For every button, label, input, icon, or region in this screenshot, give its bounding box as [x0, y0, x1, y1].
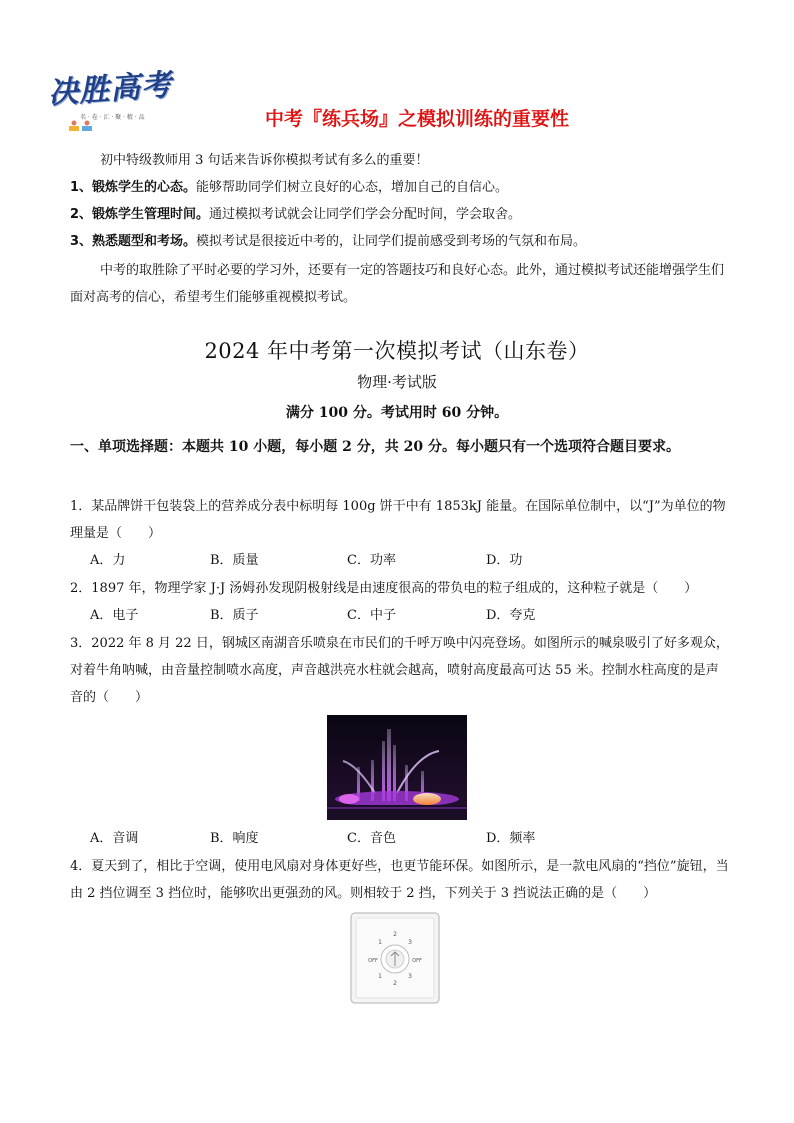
logo-text: 决胜高考 [47, 67, 174, 112]
option-d: D．频率 [486, 831, 536, 846]
question-3: 3．2022 年 8 月 22 日，钢城区南湖音乐喷泉在市民们的千呼万唤中闪亮登场。如图所示的喊泉吸引了好多观众，对着牛角呐喊，由音量控制喷水高度，声音越洪亮水柱就会越高，喷射高度最高可达 55 米。控制水柱高度的是声音的（ ） [70, 636, 729, 705]
question-2-options [90, 604, 730, 628]
point-text: 通过模拟考试就会让同学们学会分配时间，学会取舍。 [209, 207, 522, 222]
option-a: A．音调 [90, 831, 139, 846]
option-a: A．电子 [90, 608, 139, 623]
exam-full-score: 满分 100 分。考试用时 60 分钟。 [285, 405, 509, 421]
option-b: B．质量 [210, 553, 259, 568]
question-4: 4．夏天到了，相比于空调，使用电风扇对身体更好些，也更节能环保。如图所示，是一款电风扇的“挡位”旋钮，当由 2 挡位调至 3 挡位时，能够吹出更强劲的风。则相较于 2 挡，下列关于 3 挡说法正确的是（ ） [70, 859, 729, 901]
option-b: B．响度 [210, 831, 259, 846]
exam-subject: 物理·考试版 [357, 373, 437, 391]
option-d: D．功 [486, 553, 523, 568]
option-c: C．中子 [347, 608, 396, 623]
music-fountain-image [327, 715, 467, 820]
knob-label-left: OFF [368, 958, 378, 964]
intro-lead: 初中特级教师用 3 句话来告诉你模拟考试有多么的重要！ [100, 153, 429, 168]
option-c: C．音色 [347, 831, 396, 846]
question-1-options [90, 549, 730, 573]
question-2: 2．1897 年，物理学家 J·J 汤姆孙发现阴极射线是由速度很高的带负电的粒子组成的，这种粒子就是（ ） [70, 581, 698, 596]
knob-label-left-bottom: 1 [378, 973, 382, 980]
intro-point-1 [70, 174, 730, 201]
question-3-options [90, 827, 730, 851]
intro-point-2 [70, 201, 730, 228]
knob-label-right: OFF [412, 958, 422, 964]
fan-speed-knob-image [350, 912, 440, 1004]
intro-point-3 [70, 228, 730, 255]
option-a: A．力 [90, 553, 126, 568]
point-label: 2、锻炼学生管理时间。 [70, 207, 210, 222]
logo-tagline: 名 · 卷 · 汇 · 聚 · 精 · 品 [80, 114, 145, 121]
question-1: 1．某品牌饼干包装袋上的营养成分表中标明每 100g 饼干中有 1853kJ 能量。在国际单位制中，以“J”为单位的物理量是（ ） [70, 499, 726, 541]
section-title: 一、单项选择题：本题共 10 小题，每小题 2 分，共 20 分。每小题只有一个选项符合题目要求。 [70, 439, 680, 455]
knob-label-bottom: 2 [393, 980, 397, 987]
point-label: 1、锻炼学生的心态。 [70, 180, 197, 195]
option-c: C．功率 [347, 553, 396, 568]
point-label: 3、熟悉题型和考场。 [70, 234, 197, 249]
knob-label-left-top: 1 [378, 939, 382, 946]
knob-label-right-bottom: 3 [408, 973, 412, 980]
knob-label-top: 2 [393, 931, 397, 938]
point-text: 模拟考试是很接近中考的，让同学们提前感受到考场的气氛和布局。 [196, 234, 587, 249]
knob-label-right-top: 3 [408, 939, 412, 946]
option-d: D．夸克 [486, 608, 536, 623]
option-b: B．质子 [210, 608, 259, 623]
point-text: 能够帮助同学们树立良好的心态，增加自己的自信心。 [196, 180, 509, 195]
banner-title: 中考『练兵场』之模拟训练的重要性 [264, 108, 569, 130]
intro-closing: 中考的取胜除了平时必要的学习外，还要有一定的答题技巧和良好心态。此外，通过模拟考试还能增强学生们面对高考的信心，希望考生们能够重视模拟考试。 [70, 263, 725, 305]
exam-title: 2024 年中考第一次模拟考试（山东卷） [204, 339, 590, 363]
